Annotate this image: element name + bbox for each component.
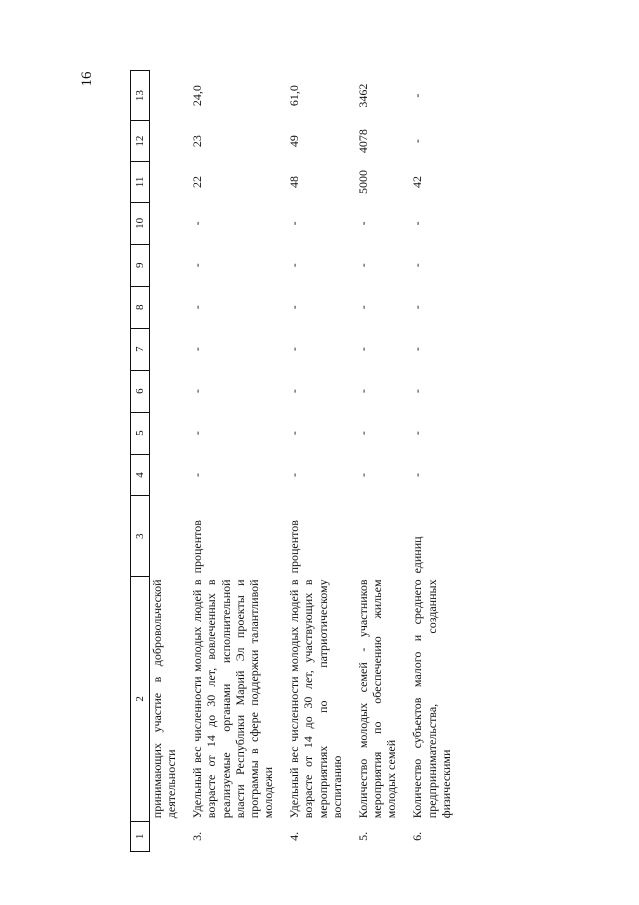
value-cell: 49: [287, 135, 302, 148]
row-number: 6.: [410, 831, 425, 841]
value-cell: 5000: [355, 169, 370, 194]
value-cell: -: [410, 473, 425, 478]
row-number: 4.: [287, 831, 302, 841]
value-cell: -: [355, 473, 370, 478]
value-cell: [150, 244, 191, 286]
value-cell: -: [410, 139, 425, 144]
value-cell: -: [190, 221, 205, 226]
value-cell: [150, 286, 191, 328]
value-cell: -: [287, 473, 302, 478]
value-cell: -: [410, 431, 425, 436]
value-cell: 42: [410, 175, 425, 188]
value-cell: -: [355, 389, 370, 394]
indicator-name: Удельный вес численности молодых людей в возрасте от 14 до 30 лет, участвующих в мероприятиях по патриотическому воспитанию: [287, 579, 344, 819]
value-cell: -: [190, 347, 205, 352]
column-header: 8: [131, 286, 150, 328]
column-header: 11: [131, 162, 150, 203]
value-cell: -: [355, 347, 370, 352]
row-number: [150, 821, 191, 851]
column-header: 5: [131, 412, 150, 454]
table-row: [287, 71, 356, 852]
unit-cell: процентов: [287, 520, 302, 574]
column-header: 4: [131, 454, 150, 496]
value-cell: -: [287, 263, 302, 268]
row-number: 3.: [190, 831, 205, 841]
table-row: [150, 71, 191, 852]
value-cell: -: [190, 431, 205, 436]
table-header: [131, 71, 150, 852]
value-cell: [150, 202, 191, 244]
value-cell: -: [190, 389, 205, 394]
column-header: 3: [131, 496, 150, 576]
value-cell: [150, 71, 191, 121]
column-header: 7: [131, 328, 150, 370]
column-header: 10: [131, 202, 150, 244]
unit-cell: процентов: [190, 520, 205, 574]
value-cell: -: [410, 221, 425, 226]
unit-cell: единиц: [410, 536, 425, 574]
indicator-name: Удельный вес численности молодых людей в возрасте от 14 до 30 лет, вовлеченных в реализуемые органами исполнительной власти Республики Марий Эл проекты и программы в сфере поддержки талантливой молодежи: [190, 579, 276, 819]
value-cell: 4078: [355, 129, 370, 154]
value-cell: -: [287, 305, 302, 310]
indicator-name: принимающих участие в добровольческой деятельности: [150, 579, 179, 819]
value-cell: -: [355, 221, 370, 226]
value-cell: 24,0: [190, 85, 205, 107]
column-header: 12: [131, 121, 150, 162]
value-cell: [150, 121, 191, 162]
value-cell: -: [287, 347, 302, 352]
indicator-name: Количество субъектов малого и среднего предпринимательства, созданных физическими: [410, 579, 453, 819]
value-cell: -: [410, 305, 425, 310]
unit-cell: [356, 496, 410, 576]
value-cell: 23: [190, 135, 205, 148]
value-cell: -: [190, 263, 205, 268]
value-cell: -: [190, 473, 205, 478]
value-cell: -: [355, 431, 370, 436]
value-cell: [150, 162, 191, 203]
value-cell: 48: [287, 175, 302, 188]
value-cell: -: [287, 431, 302, 436]
column-header: 6: [131, 370, 150, 412]
row-number: 5.: [355, 831, 370, 841]
value-cell: -: [355, 263, 370, 268]
value-cell: 61,0: [287, 85, 302, 107]
unit-cell: [150, 496, 191, 576]
indicator-name: Количество молодых семей - участников мероприятия по обеспечению жильем молодых семей: [355, 579, 399, 819]
value-cell: 3462: [355, 83, 370, 108]
indicators-table-container: [130, 70, 628, 852]
value-cell: [150, 328, 191, 370]
value-cell: [150, 370, 191, 412]
value-cell: [150, 412, 191, 454]
table-row: [356, 71, 410, 852]
value-cell: -: [287, 221, 302, 226]
value-cell: [150, 454, 191, 496]
table-row: [410, 71, 452, 852]
value-cell: -: [355, 305, 370, 310]
value-cell: -: [190, 305, 205, 310]
column-header: 2: [131, 576, 150, 821]
value-cell: -: [410, 93, 425, 98]
value-cell: -: [410, 263, 425, 268]
indicators-table: [130, 70, 453, 852]
table-row: [190, 71, 287, 852]
value-cell: -: [410, 389, 425, 394]
value-cell: 22: [190, 175, 205, 188]
column-header: 13: [131, 71, 150, 121]
column-header: 1: [131, 821, 150, 851]
value-cell: -: [410, 347, 425, 352]
column-header: 9: [131, 244, 150, 286]
page-number: 16: [79, 71, 95, 87]
value-cell: -: [287, 389, 302, 394]
